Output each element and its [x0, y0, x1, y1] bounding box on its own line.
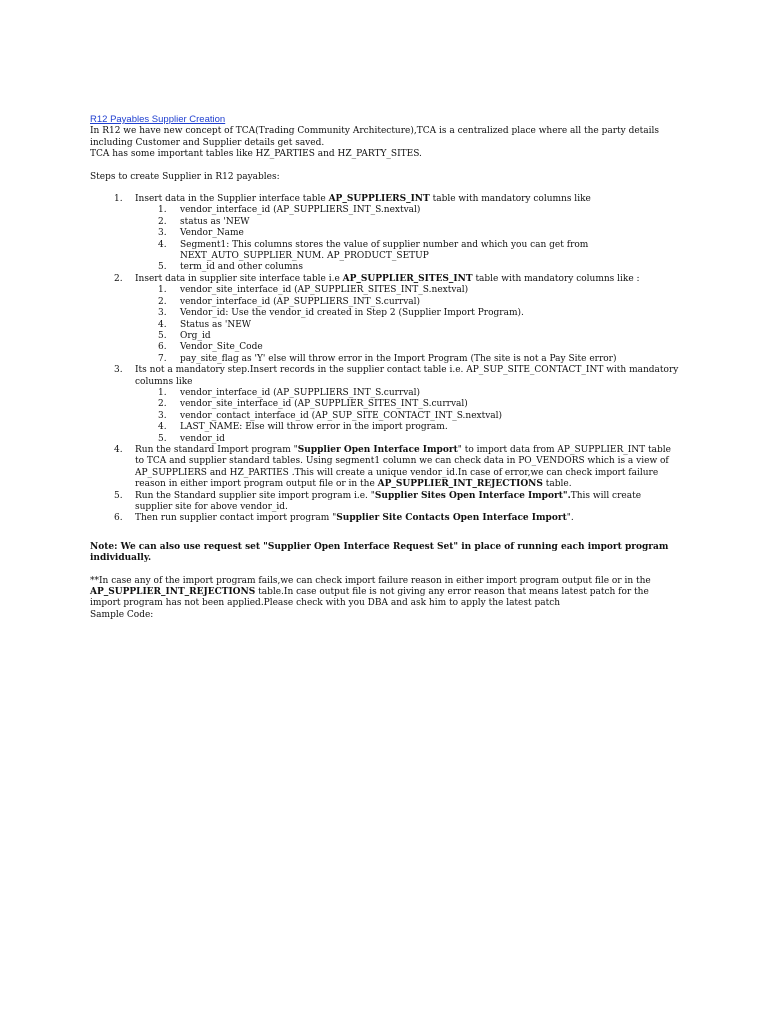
substep-number: 2.: [158, 296, 167, 307]
step-number: 5.: [114, 490, 123, 501]
substep-text: vendor_interface_id (AP_SUPPLIERS_INT_S.nextval): [180, 205, 421, 216]
intro-tables-line: TCA has some important tables like HZ_PARTIES and HZ_PARTY_SITES.: [90, 149, 422, 160]
note-paragraph: Note: We can also use request set "Supplier Open Interface Request Set" in place of running each import program individually.: [90, 541, 669, 564]
step-text: Its not a mandatory step.Insert records in the supplier contact table i.e. AP_SUP_SITE_CONTACT_INT with mandatory columns like: [135, 365, 679, 387]
step-bold-text: Supplier Open Interface Import: [297, 444, 458, 455]
substep-number: 7.: [158, 353, 167, 364]
step-bold-text: Supplier Site Contacts Open Interface Import: [336, 513, 567, 524]
substep-item: [135, 297, 680, 308]
step-number: 2.: [114, 273, 123, 284]
step-number: 3.: [114, 365, 123, 376]
substep-text: status as 'NEW: [180, 216, 250, 227]
substep-text: Org_id: [180, 330, 211, 341]
step-text-post: table with mandatory columns like :: [472, 273, 640, 284]
substep-item: [135, 411, 680, 422]
substep-item: [135, 262, 680, 273]
step-item: [90, 513, 680, 524]
substep-number: 5.: [158, 433, 167, 444]
sample-code-label: Sample Code:: [90, 609, 154, 620]
step-text-post: " to import data from AP_SUPPLIER_INT table to TCA and supplier standard tables. Using segment1 column we can check data in PO_VENDORS which is a view of AP_SUPPLIERS and HZ_PARTIES .This will create a unique vendor_id.In case of error,we can check import failure reason in either import program output file or in the: [135, 444, 671, 490]
step-bold-text: AP_SUPPLIERS_INT: [328, 194, 430, 205]
substep-number: 4.: [158, 422, 167, 433]
substep-item: [135, 308, 680, 319]
failure-text: **In case any of the import program fails,we can check import failure reason in either import program output file or in the: [90, 575, 651, 586]
substep-item: [135, 422, 680, 433]
step-text: Then run supplier contact import program ": [135, 513, 337, 524]
document-page: [90, 114, 680, 621]
substep-number: 4.: [158, 319, 167, 330]
step-bold-text: Supplier Sites Open Interface Import".: [374, 490, 571, 501]
substep-item: [135, 217, 680, 228]
substep-text: pay_site_flag as 'Y' else will throw error in the Import Program (The site is not a Pay Site error): [180, 353, 617, 364]
step-text: Insert data in supplier site interface table i.e: [135, 273, 343, 284]
substep-number: 5.: [158, 330, 167, 341]
substep-item: [135, 205, 680, 216]
step-item: [90, 365, 680, 445]
title-link[interactable]: R12 Payables Supplier Creation: [90, 114, 226, 125]
step-number: 4.: [114, 444, 123, 455]
substep-number: 3.: [158, 410, 167, 421]
substep-text: LAST_NAME: Else will throw error in the import program.: [180, 422, 448, 433]
substep-number: 6.: [158, 342, 167, 353]
step-text: Run the Standard supplier site import program i.e. ": [135, 490, 375, 501]
step-text: Run the standard Import program ": [135, 444, 298, 455]
step-bold-text: AP_SUPPLIER_SITES_INT: [342, 273, 473, 284]
intro-paragraph: In R12 we have new concept of TCA(Trading Community Architecture),TCA is a centralized place where all the party details including Customer and Supplier details get saved.: [90, 126, 660, 148]
substep-number: 3.: [158, 228, 167, 239]
step-item: [90, 274, 680, 365]
substep-number: 1.: [158, 387, 167, 398]
substep-number: 3.: [158, 308, 167, 319]
substep-item: [135, 285, 680, 296]
substep-item: [135, 228, 680, 239]
substep-item: [135, 434, 680, 445]
step-item: [90, 194, 680, 274]
substep-number: 4.: [158, 239, 167, 250]
substep-number: 5.: [158, 262, 167, 273]
substep-text: Status as 'NEW: [180, 319, 252, 330]
step-number: 1.: [114, 194, 123, 205]
step-bold-text: AP_SUPPLIER_INT_REJECTIONS: [377, 479, 543, 490]
step-number: 6.: [114, 513, 123, 524]
substep-text: vendor_interface_id (AP_SUPPLIERS_INT_S.currval): [180, 296, 421, 307]
substep-item: [135, 388, 680, 399]
substep-item: [135, 240, 680, 263]
substep-item: [135, 331, 680, 342]
steps-list: [90, 194, 680, 525]
substep-number: 1.: [158, 205, 167, 216]
steps-heading: Steps to create Supplier in R12 payables:: [90, 171, 280, 182]
substeps-list: [135, 285, 680, 365]
substep-text: vendor_interface_id (AP_SUPPLIERS_INT_S.currval): [180, 387, 421, 398]
substep-item: [135, 399, 680, 410]
substep-number: 1.: [158, 285, 167, 296]
substep-text: Vendor_id: Use the vendor_id created in Step 2 (Supplier Import Program).: [180, 308, 524, 319]
step-item: [90, 445, 680, 491]
substep-text: vendor_id: [180, 433, 225, 444]
substep-item: [135, 342, 680, 353]
substep-text: vendor_contact_interface_id (AP_SUP_SITE_CONTACT_INT_S.nextval): [180, 410, 503, 421]
failure-text-post: table.In case output file is not giving any error reason that means latest patch for the import program has not been applied.Please check with you DBA and ask him to apply the latest patch: [90, 587, 649, 609]
substep-number: 2.: [158, 216, 167, 227]
failure-bold-text: AP_SUPPLIER_INT_REJECTIONS: [90, 587, 256, 598]
substeps-list: [135, 388, 680, 445]
substep-text: term_id and other columns: [180, 262, 303, 273]
step-text-post: table with mandatory columns like: [429, 194, 591, 205]
substeps-list: [135, 205, 680, 273]
substep-text: vendor_site_interface_id (AP_SUPPLIER_SITES_INT_S.currval): [180, 399, 468, 410]
step-text-post: This will create supplier site for above vendor_id.: [135, 490, 642, 512]
step-item: [90, 491, 680, 514]
failure-paragraph: [90, 576, 680, 610]
substep-item: [135, 354, 680, 365]
substep-text: vendor_site_interface_id (AP_SUPPLIER_SITES_INT_S.nextval): [180, 285, 469, 296]
substep-text: Vendor_Site_Code: [180, 342, 263, 353]
step-text-post: ".: [566, 513, 574, 524]
substep-text: Vendor_Name: [180, 228, 244, 239]
substep-number: 2.: [158, 399, 167, 410]
step-text: Insert data in the Supplier interface table: [135, 194, 329, 205]
substep-item: [135, 320, 680, 331]
substep-text: Segment1: This columns stores the value of supplier number and which you can get from NEXT_AUTO_SUPPLIER_NUM. AP_PRODUCT_SETUP: [180, 239, 589, 262]
step-text-post: table.: [542, 479, 572, 490]
